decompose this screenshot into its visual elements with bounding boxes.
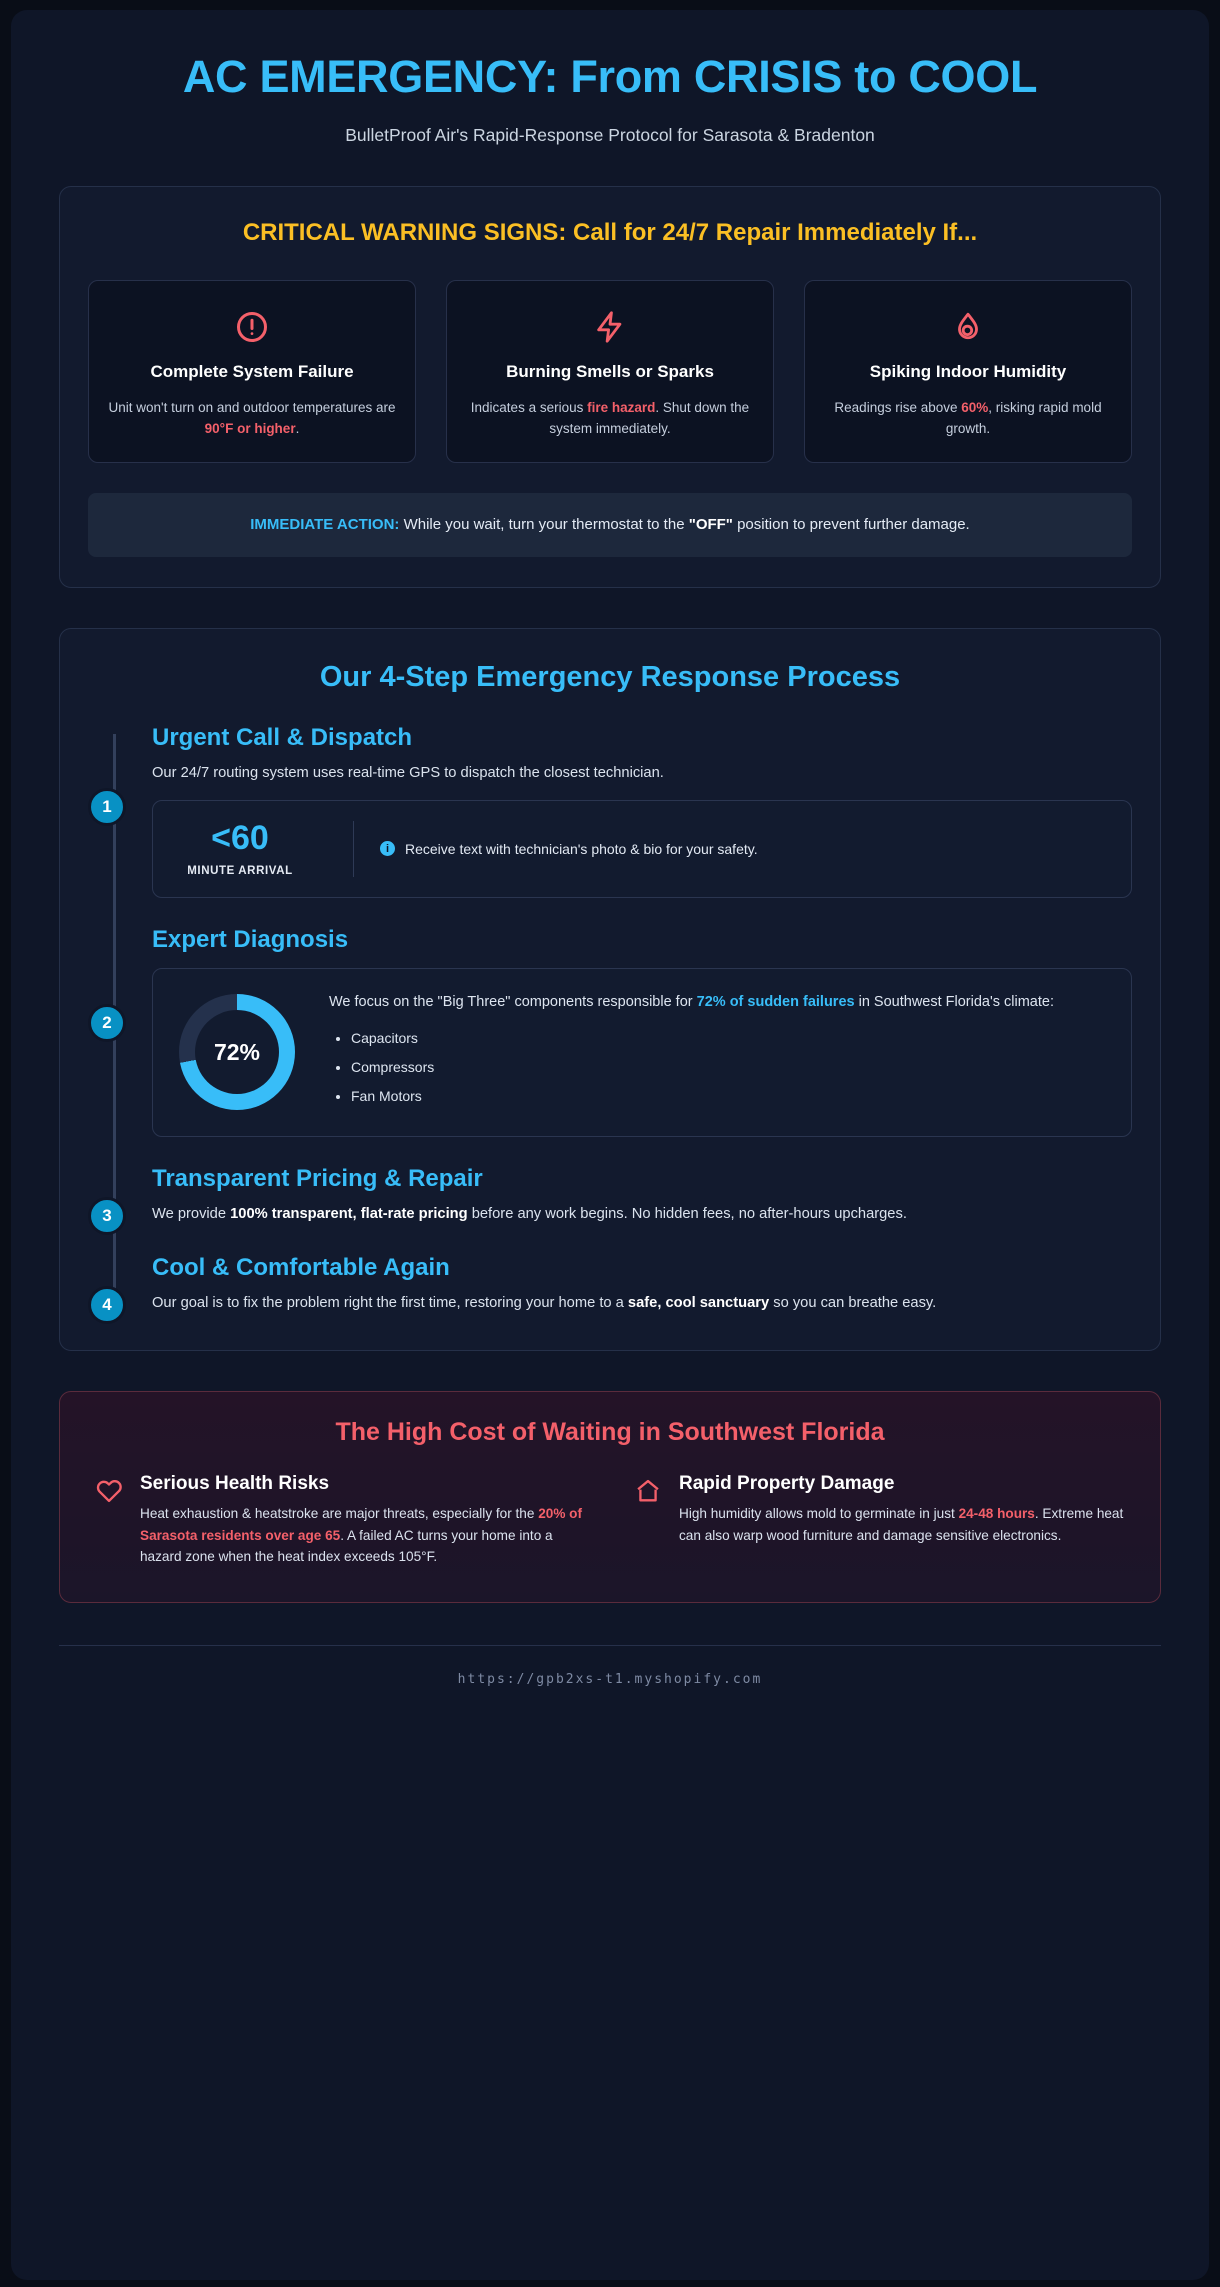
desc-pre: Readings rise above	[834, 400, 962, 416]
step-heading: Expert Diagnosis	[152, 925, 349, 953]
lightning-bolt-icon	[465, 305, 755, 349]
donut-center-label: 72%	[195, 1010, 279, 1094]
page-subtitle: BulletProof Air's Rapid-Response Protocol for Sarasota & Bradenton	[345, 125, 875, 146]
process-step	[102, 925, 1132, 1137]
infographic-page	[11, 10, 1209, 2280]
body-pre: Our goal is to fix the problem right the first time, restoring your home to a	[152, 1295, 628, 1312]
diagnosis-text-pre: We focus on the "Big Three" components responsible for	[329, 993, 697, 1010]
immediate-action-label: IMMEDIATE ACTION:	[250, 516, 400, 534]
step-heading: Urgent Call & Dispatch	[152, 724, 413, 752]
warning-card-title: Complete System Failure	[150, 362, 354, 382]
body-emphasis: 100% transparent, flat-rate pricing	[230, 1205, 468, 1222]
list-item: • Fan Motors	[351, 1085, 1054, 1108]
arrival-metric-label: MINUTE ARRIVAL	[187, 864, 293, 877]
diagnosis-text-emphasis: 72% of sudden failures	[696, 993, 855, 1010]
cost-of-waiting-panel	[59, 1391, 1161, 1603]
desc-post: . Shut down the system immediately.	[549, 400, 750, 437]
process-step	[102, 724, 1132, 898]
cost-title: The High Cost of Waiting in Southwest Florida	[335, 1417, 885, 1446]
warning-card	[88, 280, 416, 463]
cost-column	[633, 1473, 1126, 1568]
warning-card	[804, 280, 1132, 463]
cost-post: . A failed AC turns your home into a hazard zone when the heat index exceeds 105°F.	[140, 1527, 553, 1565]
diagnosis-donut-chart	[179, 994, 295, 1110]
desc-pre: Unit won't turn on and outdoor temperatures are	[108, 400, 396, 416]
process-panel	[59, 628, 1161, 1351]
cost-emphasis: 20% of Sarasota residents over age 65	[140, 1505, 583, 1543]
cost-heading: Serious Health Risks	[140, 1472, 330, 1494]
arrival-note	[380, 841, 758, 857]
step-number-badge: 3	[88, 1197, 126, 1235]
immediate-action-callout	[88, 493, 1132, 557]
step-body: Our 24/7 routing system uses real-time GPS to dispatch the closest technician.	[152, 765, 664, 782]
process-title: Our 4-Step Emergency Response Process	[319, 661, 901, 694]
list-item: • Capacitors	[351, 1027, 1054, 1050]
cost-pre: Heat exhaustion & heatstroke are major threats, especially for the	[140, 1505, 539, 1521]
desc-post: .	[295, 421, 300, 437]
alert-circle-icon	[107, 305, 397, 349]
cost-pre: High humidity allows mold to germinate in just	[679, 1505, 959, 1521]
cost-paragraph	[679, 1503, 1126, 1547]
warning-card-title: Spiking Indoor Humidity	[869, 362, 1067, 382]
step-body	[124, 1203, 1132, 1227]
cost-post: . Extreme heat can also warp wood furniture and damage sensitive electronics.	[679, 1505, 1124, 1543]
step-body	[124, 1292, 1132, 1316]
arrival-metric-value: <60	[211, 818, 269, 857]
body-emphasis: safe, cool sanctuary	[627, 1295, 770, 1312]
process-step-list	[88, 724, 1132, 1316]
step-number-badge: 4	[88, 1286, 126, 1324]
footer-url[interactable]: https://gpb2xs-t1.myshopify.com	[457, 1672, 763, 1688]
arrival-metric-box	[152, 800, 1132, 898]
warning-card-desc	[107, 398, 397, 440]
step-number-badge: 1	[88, 788, 126, 826]
body-pre: We provide	[152, 1205, 231, 1222]
info-icon: i	[380, 841, 395, 856]
desc-pre: Indicates a serious	[470, 400, 588, 416]
desc-emphasis: fire hazard	[587, 400, 656, 416]
body-post: before any work begins. No hidden fees, no after-hours upcharges.	[467, 1205, 907, 1222]
step-number-badge: 2	[88, 1004, 126, 1042]
process-step	[102, 1254, 1132, 1316]
diagnosis-box	[152, 968, 1132, 1137]
body-post: so you can breathe easy.	[769, 1295, 937, 1312]
warning-card-desc	[465, 398, 755, 440]
diagnosis-text-post: in Southwest Florida's climate:	[854, 993, 1054, 1010]
desc-post: , risking rapid mold growth.	[945, 400, 1102, 437]
diagnosis-text	[329, 991, 1054, 1114]
desc-emphasis: 60%	[961, 400, 989, 416]
house-icon	[633, 1473, 663, 1568]
cost-heading: Rapid Property Damage	[679, 1472, 895, 1494]
cost-emphasis: 24-48 hours	[958, 1505, 1035, 1521]
divider	[353, 821, 354, 877]
warning-card-list	[88, 280, 1132, 463]
diagnosis-component-list	[329, 1027, 1054, 1108]
immediate-action-emphasis: "OFF"	[688, 516, 733, 534]
warning-card-title: Burning Smells or Sparks	[506, 362, 714, 382]
page-title: AC EMERGENCY: From CRISIS to COOL	[182, 51, 1038, 102]
heart-icon	[94, 1473, 124, 1568]
desc-emphasis: 90°F or higher	[204, 421, 296, 437]
cost-columns	[94, 1473, 1126, 1568]
arrival-metric	[177, 818, 327, 877]
cost-paragraph	[140, 1503, 587, 1568]
process-step	[102, 1164, 1132, 1227]
humidity-droplet-icon	[823, 305, 1113, 349]
step-heading: Cool & Comfortable Again	[152, 1254, 450, 1282]
step-heading: Transparent Pricing & Repair	[152, 1164, 483, 1192]
list-item: • Compressors	[351, 1056, 1054, 1079]
immediate-action-post: position to prevent further damage.	[732, 516, 970, 534]
arrival-note-text: Receive text with technician's photo & bio for your safety.	[405, 840, 758, 857]
warning-title: CRITICAL WARNING SIGNS: Call for 24/7 Repair Immediately If...	[242, 219, 978, 247]
critical-warning-panel	[59, 186, 1161, 588]
warning-card	[446, 280, 774, 463]
cost-column	[94, 1473, 587, 1568]
immediate-action-pre: While you wait, turn your thermostat to the	[399, 516, 689, 534]
warning-card-desc	[823, 398, 1113, 440]
